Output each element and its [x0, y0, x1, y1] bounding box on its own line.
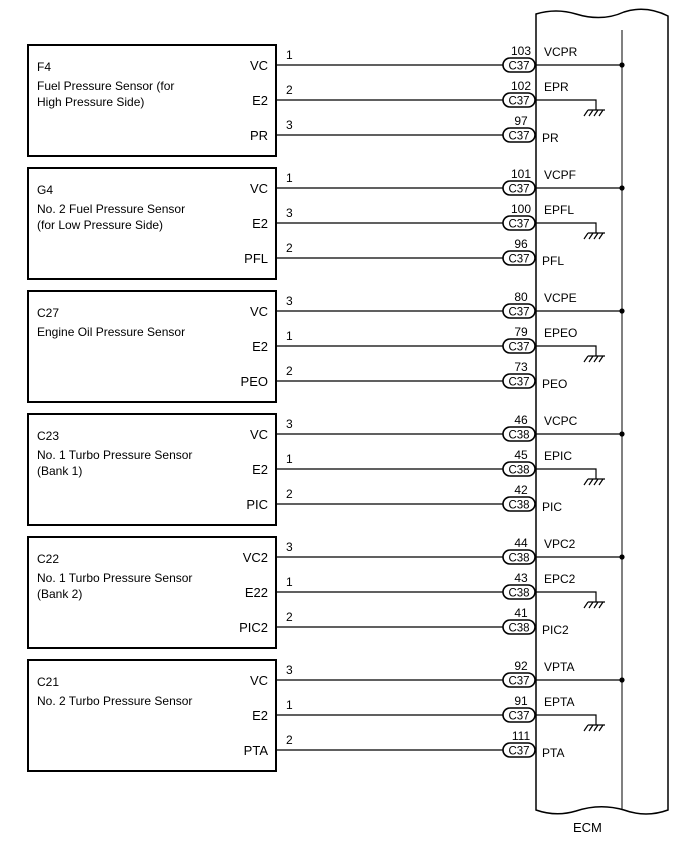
wire-number: 3 [286, 417, 293, 431]
sensor-name-line: No. 2 Turbo Pressure Sensor [37, 694, 193, 708]
wire-number: 2 [286, 241, 293, 255]
junction-dot [619, 185, 624, 190]
ecm-pin-number: 96 [514, 237, 528, 251]
sensor-pin-label: VC [249, 181, 268, 196]
sensor-pin-label: PTA [243, 743, 268, 758]
wire-number: 3 [286, 206, 293, 220]
wire-number: 2 [286, 733, 293, 747]
connector-code: C37 [508, 745, 530, 758]
ecm-signal-name: VCPR [544, 45, 578, 59]
connector-code: C38 [508, 587, 530, 600]
wire-number: 2 [286, 83, 293, 97]
sensor-pin-label: PIC2 [239, 620, 268, 635]
wire-number: 1 [286, 171, 293, 185]
sensor-list [28, 44, 625, 771]
ecm-signal-name: PIC [542, 500, 563, 514]
connector-code: C37 [508, 130, 530, 143]
ground-wire [536, 715, 596, 725]
ground-wire [536, 223, 596, 233]
ecm-signal-name: EPR [544, 80, 569, 94]
ecm-signal-name: VCPF [544, 168, 577, 182]
ecm-signal-name: PFL [542, 254, 565, 268]
junction-dot [619, 677, 624, 682]
sensor-pin-label: E2 [252, 93, 268, 108]
ecm-pin-number: 97 [514, 114, 528, 128]
ecm-outline [536, 9, 668, 814]
wire-number: 1 [286, 452, 293, 466]
sensor-code: C21 [37, 675, 60, 689]
connector-code: C38 [508, 499, 530, 512]
wire-number: 1 [286, 575, 293, 589]
ecm-signal-name: PIC2 [542, 623, 569, 637]
sensor-block [28, 44, 625, 156]
sensor-pin-label: E2 [252, 462, 268, 477]
connector-code: C37 [508, 306, 530, 319]
connector-code: C37 [508, 218, 530, 231]
ground-icon [584, 110, 605, 116]
sensor-box [28, 291, 276, 402]
wire-number: 3 [286, 540, 293, 554]
ecm-pin-number: 100 [510, 202, 532, 216]
ecm-signal-name: EPFL [544, 203, 575, 217]
connector-code: C38 [508, 622, 530, 635]
sensor-code: F4 [37, 60, 52, 74]
sensor-pin-label: VC [249, 673, 268, 688]
wire-number: 1 [286, 329, 293, 343]
ecm-pin-number: 79 [514, 325, 528, 339]
sensor-name-line: Engine Oil Pressure Sensor [37, 325, 186, 339]
wire-number: 2 [286, 487, 293, 501]
ground-wire [536, 346, 596, 356]
ecm-signal-name: EPIC [544, 449, 573, 463]
ground-wire [536, 100, 596, 110]
sensor-block [28, 290, 625, 402]
ecm-signal-name: VCPE [544, 291, 577, 305]
connector-code: C37 [508, 376, 530, 389]
ecm-pin-number: 101 [510, 167, 532, 181]
ecm-pin-number: 80 [514, 290, 528, 304]
junction-dot [619, 431, 624, 436]
ecm-pin-number: 111 [511, 729, 531, 743]
sensor-pin-label: VC [249, 58, 268, 73]
wire-number: 1 [286, 698, 293, 712]
ecm-signal-name: EPTA [544, 695, 575, 709]
sensor-pin-label: VC2 [242, 550, 268, 565]
ground-wire [536, 592, 596, 602]
connector-code: C38 [508, 464, 530, 477]
sensor-code: C23 [37, 429, 60, 443]
connector-code: C37 [508, 183, 530, 196]
ecm-pin-number: 102 [510, 79, 532, 93]
sensor-box [28, 660, 276, 771]
connector-code: C37 [508, 710, 530, 723]
ground-icon [584, 233, 605, 239]
junction-dot [619, 62, 624, 67]
sensor-name-line: High Pressure Side) [37, 95, 145, 109]
wire-number: 2 [286, 610, 293, 624]
connector-code: C37 [508, 95, 530, 108]
connector-code: C37 [508, 253, 530, 266]
ecm-signal-name: VPC2 [544, 537, 576, 551]
sensor-pin-label: VC [249, 304, 268, 319]
ecm-signal-name: VPTA [544, 660, 575, 674]
sensor-pin-label: PEO [240, 374, 268, 389]
ground-icon [584, 602, 605, 608]
sensor-block [28, 536, 625, 648]
ecm-signal-name: EPC2 [544, 572, 576, 586]
connector-code: C37 [508, 60, 530, 73]
sensor-name-line: (Bank 2) [37, 587, 83, 601]
sensor-pin-label: E2 [252, 216, 268, 231]
ecm-pin-number: 103 [510, 44, 532, 58]
sensor-name-line: (Bank 1) [37, 464, 83, 478]
junction-dot [619, 308, 624, 313]
sensor-pin-label: PFL [244, 251, 268, 266]
sensor-code: C22 [37, 552, 60, 566]
sensor-name-line: Fuel Pressure Sensor (for [37, 79, 175, 93]
ecm-pin-number: 46 [514, 413, 528, 427]
sensor-name-line: (for Low Pressure Side) [37, 218, 164, 232]
connector-code: C37 [508, 341, 530, 354]
junction-dot [619, 554, 624, 559]
ecm-pin-number: 44 [514, 536, 528, 550]
ecm-signal-name: PTA [542, 746, 565, 760]
ecm-pin-number: 43 [514, 571, 528, 585]
sensor-name-line: No. 2 Fuel Pressure Sensor [37, 202, 186, 216]
sensor-code: G4 [37, 183, 54, 197]
sensor-block [28, 659, 625, 771]
connector-code: C38 [508, 429, 530, 442]
ecm-pin-number: 73 [514, 360, 528, 374]
sensor-pin-label: E2 [252, 339, 268, 354]
ground-wire [536, 469, 596, 479]
connector-code: C37 [508, 675, 530, 688]
wire-number: 3 [286, 663, 293, 677]
sensor-code: C27 [37, 306, 60, 320]
wire-number: 3 [286, 118, 293, 132]
ecm-signal-name: PR [542, 131, 559, 145]
sensor-pin-label: PIC [246, 497, 268, 512]
ecm-pin-number: 42 [514, 483, 528, 497]
ground-icon [584, 356, 605, 362]
ecm-signal-name: EPEO [544, 326, 578, 340]
ecm-label: ECM [573, 820, 602, 835]
sensor-pin-label: E22 [244, 585, 268, 600]
sensor-name-line: No. 1 Turbo Pressure Sensor [37, 571, 193, 585]
wire-number: 1 [286, 48, 293, 62]
sensor-block [28, 167, 625, 279]
connector-code: C38 [508, 552, 530, 565]
sensor-pin-label: E2 [252, 708, 268, 723]
sensor-pin-label: VC [249, 427, 268, 442]
wire-number: 3 [286, 294, 293, 308]
sensor-name-line: No. 1 Turbo Pressure Sensor [37, 448, 193, 462]
sensor-pin-label: PR [249, 128, 268, 143]
ecm-signal-name: PEO [542, 377, 568, 391]
ground-icon [584, 479, 605, 485]
wire-number: 2 [286, 364, 293, 378]
ecm-pin-number: 92 [514, 659, 528, 673]
ecm-pin-number: 41 [514, 606, 528, 620]
sensor-block [28, 413, 625, 525]
ground-icon [584, 725, 605, 731]
ecm-signal-name: VCPC [544, 414, 578, 428]
ecm-pin-number: 91 [514, 694, 528, 708]
ecm-pin-number: 45 [514, 448, 528, 462]
